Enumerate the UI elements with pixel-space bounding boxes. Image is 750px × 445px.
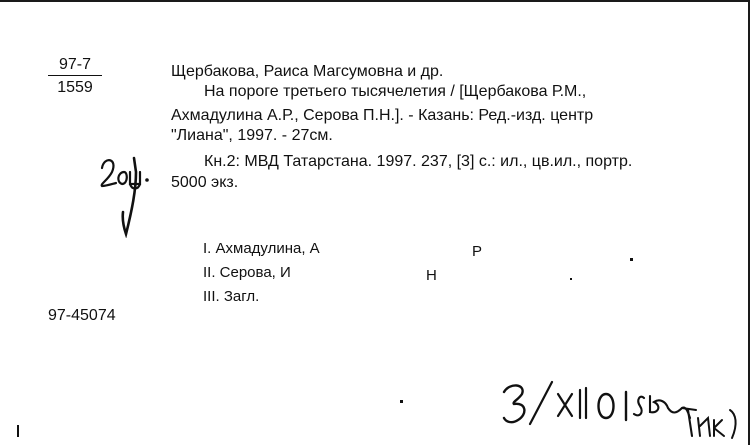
volume-line: Кн.2: МВД Татарстана. 1997. 237, [3] с.: ил., цв.ил., портр. [204,153,633,170]
scan-speck [570,278,572,280]
tracing-item-1: I. Ахмадулина, А [203,240,320,257]
tracing-letter-n: Н [426,267,437,284]
title-line-1: На пороге третьего тысячелетия / [Щербакова Р.М., [204,83,587,100]
print-run-line: 5000 экз. [171,174,239,191]
scan-speck [17,425,19,437]
title-line-3: "Лиана", 1997. - 27см. [171,127,333,144]
tracing-item-3: III. Загл. [203,288,260,305]
handwritten-note-bottom [500,380,748,444]
handwritten-note-left [94,150,156,238]
scan-speck [630,258,633,261]
author-heading: Щербакова, Раиса Магсумовна и др. [171,63,444,80]
shelfmark-bottom: 1559 [57,79,93,96]
shelfmark-divider [48,75,102,76]
shelfmark-top: 97-7 [58,56,92,73]
tracing-letter-r: Р [472,243,483,260]
scan-speck [400,400,403,403]
inventory-number: 97-45074 [48,307,116,324]
tracing-item-2: II. Серова, И [203,264,291,281]
title-line-2: Ахмадулина А.Р., Серова П.Н.]. - Казань: Ред.-изд. центр [171,107,594,124]
